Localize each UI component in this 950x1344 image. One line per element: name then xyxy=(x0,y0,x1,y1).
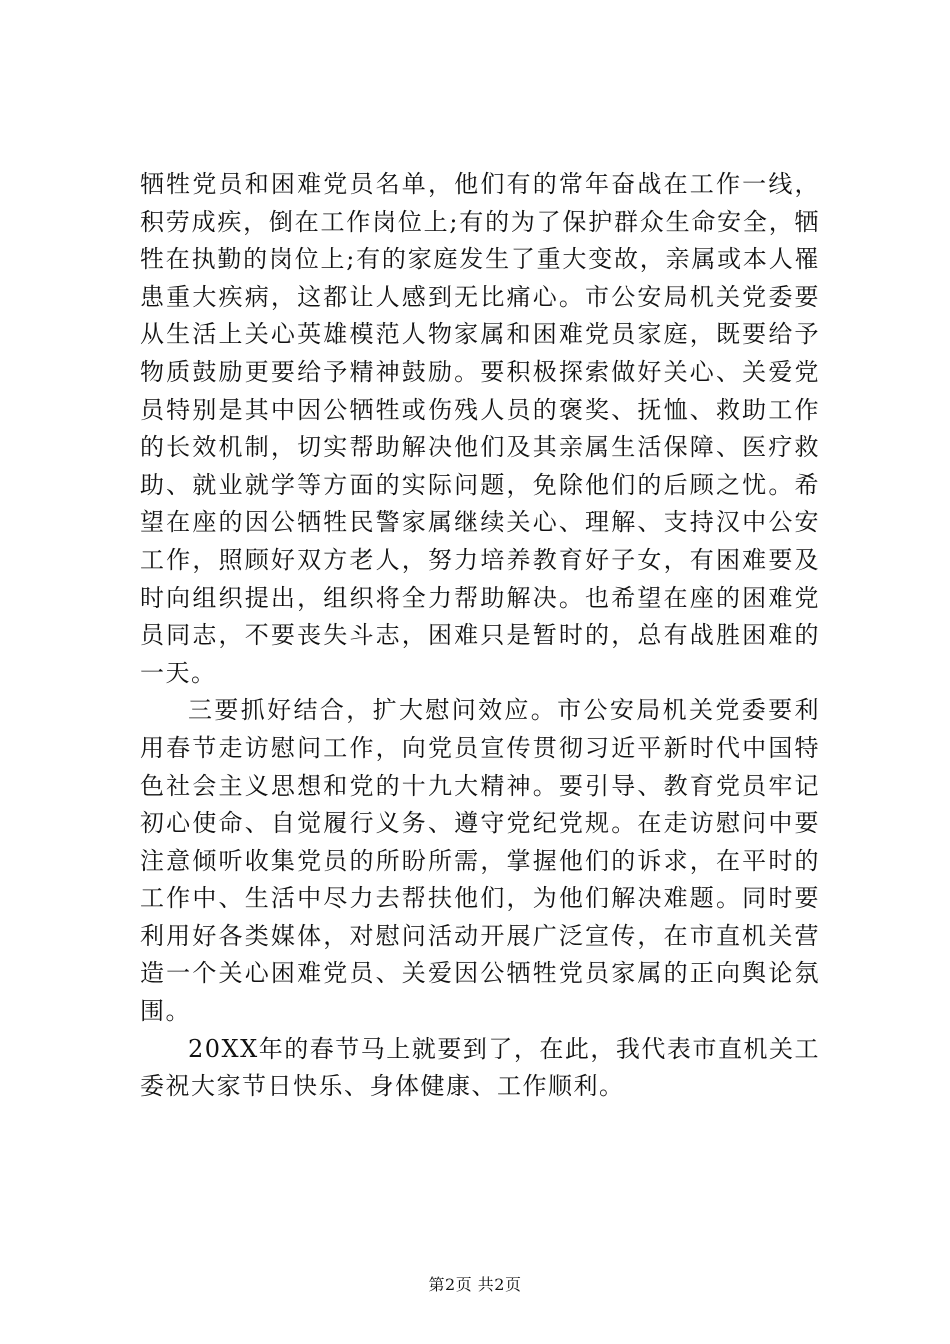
paragraph-closing-greeting: 20XX年的春节马上就要到了，在此，我代表市直机关工委祝大家节日快乐、身体健康、工作顺利。 xyxy=(140,1034,820,1101)
document-body xyxy=(140,166,820,1106)
page-footer: 第2页 共2页 xyxy=(428,1275,522,1294)
paragraph-third-point: 三要抓好结合，扩大慰问效应。市公安局机关党委要利用春节走访慰问工作，向党员宣传贯彻习近平新时代中国特色社会主义思想和党的十九大精神。要引导、教育党员牢记初心使命、自觉履行义务、遵守党纪党规。在走访慰问中要注意倾听收集党员的所盼所需，掌握他们的诉求，在平时的工作中、生活中尽力去帮扶他们，为他们解决难题。同时要利用好各类媒体，对慰问活动开展广泛宣传，在市直机关营造一个关心困难党员、关爱因公牺牲党员家属的正向舆论氛围。 xyxy=(140,696,820,1026)
paragraph-continuation: 牺牲党员和困难党员名单，他们有的常年奋战在工作一线，积劳成疾，倒在工作岗位上;有的为了保护群众生命安全，牺牲在执勤的岗位上;有的家庭发生了重大变故，亲属或本人罹患重大疾病，这都让人感到无比痛心。市公安局机关党委要从生活上关心英雄模范人物家属和困难党员家庭，既要给予物质鼓励更要给予精神鼓励。要积极探索做好关心、关爱党员特别是其中因公牺牲或伤残人员的褒奖、抚恤、救助工作的长效机制，切实帮助解决他们及其亲属生活保障、医疗救助、就业就学等方面的实际问题，免除他们的后顾之忧。希望在座的因公牺牲民警家属继续关心、理解、支持汉中公安工作，照顾好双方老人，努力培养教育好子女，有困难要及时向组织提出，组织将全力帮助解决。也希望在座的困难党员同志，不要丧失斗志，困难只是暂时的，总有战胜困难的一天。 xyxy=(140,170,820,687)
